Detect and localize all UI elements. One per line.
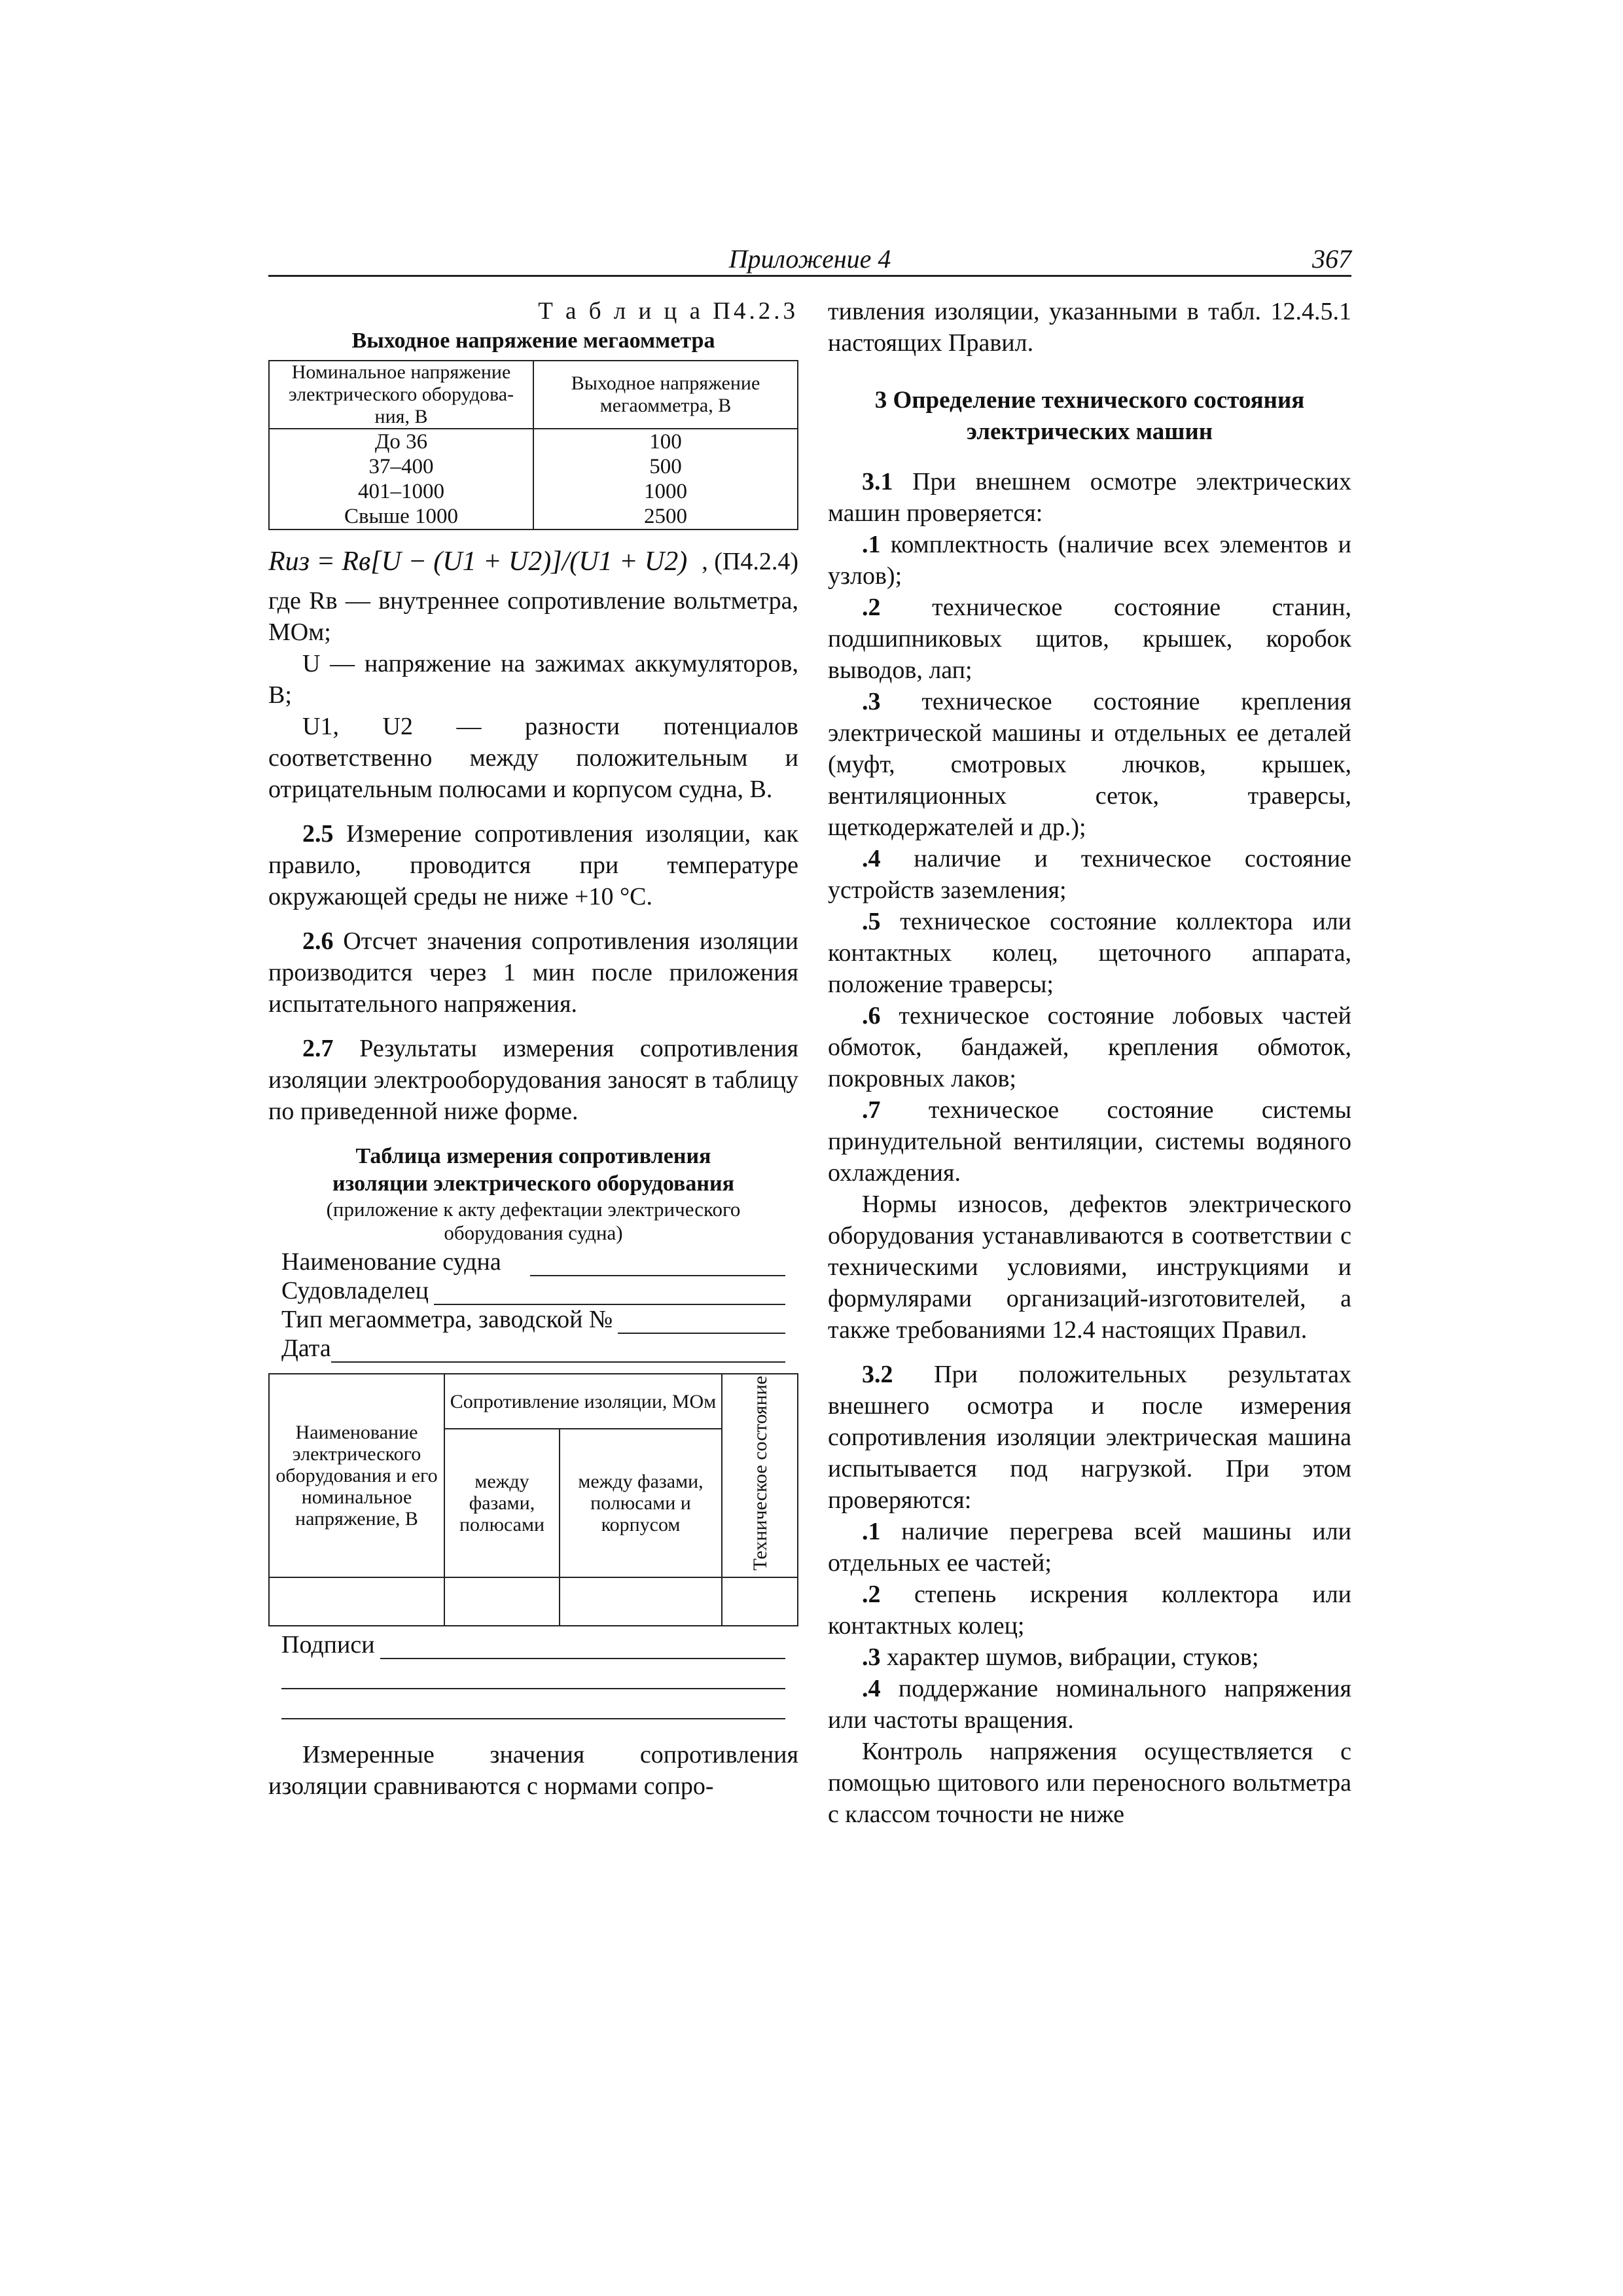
paragraph-text: Отсчет значения сопротивления изоляции производится через 1 мин после приложения испытательного напряжения. (268, 927, 798, 1018)
list-item (828, 1579, 1351, 1641)
field-label: Тип мегаомметра, заводской № (281, 1306, 613, 1333)
item-number: .2 (862, 1581, 881, 1608)
closing-paragraph: Измеренные значения сопротивления изоляции сравниваются с нормами сопро- (268, 1740, 798, 1800)
right-column (828, 296, 1351, 1830)
list-item (828, 843, 1351, 906)
where-u1u2: U1, U2 — разности потенциалов соответственно между положительным и отрицательным полюсами и корпусом судна, В. (268, 713, 798, 803)
item-number: .4 (862, 1675, 881, 1702)
field-label: Дата (281, 1335, 331, 1362)
paragraph-text: При внешнем осмотре электрических машин проверяется: (828, 468, 1351, 527)
list-item (828, 1000, 1351, 1094)
paragraph-2-6 (268, 925, 798, 1020)
item-text: техническое состояние крепления электрической машины и отдельных ее деталей (муфт, смотровых лючков, крышек, вентиляционных сеток, траверсы, щеткодержателей и др.); (828, 688, 1351, 841)
list-item (828, 686, 1351, 843)
field-line (380, 1637, 785, 1659)
list-item (828, 1641, 1351, 1673)
list-item (828, 1673, 1351, 1736)
table-header-row (269, 1374, 798, 1429)
insulation-form-table (268, 1373, 798, 1626)
field-label: Подписи (281, 1630, 375, 1659)
table-cell[interactable] (269, 1577, 444, 1626)
form-subtitle: (приложение к акту дефектации электрического оборудования судна) (326, 1198, 741, 1244)
form-fields (268, 1247, 798, 1363)
field-line (618, 1312, 785, 1334)
table-cell: 401–1000 (358, 480, 444, 503)
page-header (268, 243, 1351, 277)
table-cell: 37–400 (368, 455, 434, 478)
item-text: техническое состояние станин, подшипниковых щитов, крышек, коробок выводов, лап; (828, 594, 1351, 684)
item-text: наличие и техническое состояние устройств заземления; (828, 845, 1351, 904)
paragraph-number: 2.6 (302, 927, 334, 955)
table-header-cell: Наименование электрического оборудования и его номинальное напряжение, В (269, 1374, 444, 1577)
list-item (828, 1094, 1351, 1189)
table-caption: Т а б л и ц а П4.2.3 (538, 298, 798, 325)
table-cell: Свыше 1000 (344, 505, 459, 528)
field-label: Судовладелец (281, 1277, 429, 1304)
table-row (269, 454, 798, 479)
list-item (828, 592, 1351, 686)
table-row (269, 429, 798, 454)
signatures (268, 1630, 798, 1719)
item-number: .3 (862, 688, 881, 715)
item-text: степень искрения коллектора или контактных колец; (828, 1581, 1351, 1640)
item-number: .2 (862, 594, 881, 621)
field-ship-name (281, 1247, 785, 1276)
page-number: 367 (1312, 244, 1351, 274)
list-item (828, 1516, 1351, 1579)
table-row (269, 504, 798, 529)
continued-text: тивления изоляции, указанными в табл. 12.4.5.1 настоящих Правил. (828, 298, 1351, 357)
table-title: Выходное напряжение мегаомметра (351, 329, 715, 353)
table-header-row (269, 361, 798, 429)
formula (268, 545, 798, 579)
field-label: Наименование судна (281, 1248, 501, 1276)
field-line (331, 1340, 785, 1363)
item-text: техническое состояние системы принудительной вентиляции, системы водяного охлаждения. (828, 1096, 1351, 1187)
item-text: комплектность (наличие всех элементов и узлов); (828, 531, 1351, 590)
paragraph-2-7 (268, 1033, 798, 1127)
item-number: .6 (862, 1002, 881, 1030)
item-text: характер шумов, вибрации, стуков; (880, 1643, 1259, 1671)
paragraph-3-1 (828, 466, 1351, 529)
section-heading: 3 Определение технического состояния электрических машин (874, 387, 1305, 445)
paragraph-number: 3.1 (862, 468, 893, 495)
field-signatures (281, 1630, 785, 1659)
item-number: .4 (862, 845, 881, 872)
paragraph-number: 3.2 (862, 1361, 893, 1388)
running-title: Приложение 4 (728, 244, 891, 274)
formula-expression: Rиз = Rв[U − (U1 + U2)]/(U1 + U2) (268, 547, 688, 577)
item-text: техническое состояние лобовых частей обмоток, бандажей, крепления обмоток, покровных лаков; (828, 1002, 1351, 1092)
table-header-cell (722, 1374, 798, 1577)
field-line (530, 1254, 785, 1276)
table-cell: 1000 (533, 479, 798, 504)
table-cell: 2500 (533, 504, 798, 529)
table-row (269, 1577, 798, 1626)
norms-paragraph: Нормы износов, дефектов электрического оборудования устанавливаются в соответствии с техническими условиями, инструкциями и формулярами организаций-изготовителей, а также требованиями 12.4 настоящих Правил. (828, 1191, 1351, 1344)
item-number: .1 (862, 1518, 881, 1545)
paragraph-3-2 (828, 1359, 1351, 1516)
signature-line (281, 1689, 785, 1719)
table-header-cell: между фазами, полюсами и корпусом (560, 1429, 722, 1577)
voltage-table (268, 360, 798, 530)
paragraph-text: Измерение сопротивления изоляции, как правило, проводится при температуре окружающей среды не ниже +10 °С. (268, 820, 798, 910)
field-shipowner (281, 1276, 785, 1305)
paragraph-text: Результаты измерения сопротивления изоляции электрооборудования заносят в таблицу по приведенной ниже форме. (268, 1035, 798, 1125)
left-column (268, 296, 798, 1802)
table-cell[interactable] (560, 1577, 722, 1626)
item-number: .7 (862, 1096, 881, 1124)
list-item (828, 529, 1351, 592)
paragraph-number: 2.5 (302, 820, 334, 848)
item-text: поддержание номинального напряжения или частоты вращения. (828, 1675, 1351, 1734)
table-cell: 100 (533, 429, 798, 454)
control-paragraph: Контроль напряжения осуществляется с помощью щитового или переносного вольтметра с классом точности не ниже (828, 1738, 1351, 1828)
paragraph-text: При положительных результатах внешнего осмотра и после измерения сопротивления изоляции электрическая машина испытывается под нагрузкой. При этом проверяются: (828, 1361, 1351, 1514)
field-date (281, 1334, 785, 1363)
table-header-cell: между фазами, полюсами (444, 1429, 560, 1577)
field-line (434, 1283, 785, 1305)
item-text: наличие перегрева всей машины или отдельных ее частей; (828, 1518, 1351, 1577)
table-cell[interactable] (444, 1577, 560, 1626)
field-megohmmeter-type (281, 1305, 785, 1334)
signature-line (281, 1659, 785, 1689)
table-cell[interactable] (722, 1577, 798, 1626)
formula-number: , (П4.2.4) (702, 548, 798, 575)
table-row (269, 479, 798, 504)
paragraph-2-5 (268, 818, 798, 912)
list-item (828, 906, 1351, 1000)
table-cell: 500 (533, 454, 798, 479)
where-u: U — напряжение на зажимах аккумуляторов, В; (268, 650, 798, 709)
table-header-cell: Сопротивление изоляции, МОм (444, 1374, 722, 1429)
table-cell: До 36 (374, 430, 428, 454)
item-number: .3 (862, 1643, 881, 1671)
table-header-cell: Номинальное напряжение электрического оборудова-ния, В (269, 361, 533, 429)
table-header-cell: Выходное напряжение мегаомметра, В (533, 361, 798, 429)
form-title: Таблица измерения сопротивления изоляции электрического оборудования (332, 1144, 734, 1196)
item-text: техническое состояние коллектора или контактных колец, щеточного аппарата, положение траверсы; (828, 908, 1351, 998)
paragraph-number: 2.7 (302, 1035, 334, 1062)
vertical-header-text: Техническое состояние (749, 1376, 771, 1571)
item-number: .1 (862, 531, 881, 558)
where-rv: где Rв — внутреннее сопротивление вольтметра, МОм; (268, 587, 798, 646)
item-number: .5 (862, 908, 881, 935)
